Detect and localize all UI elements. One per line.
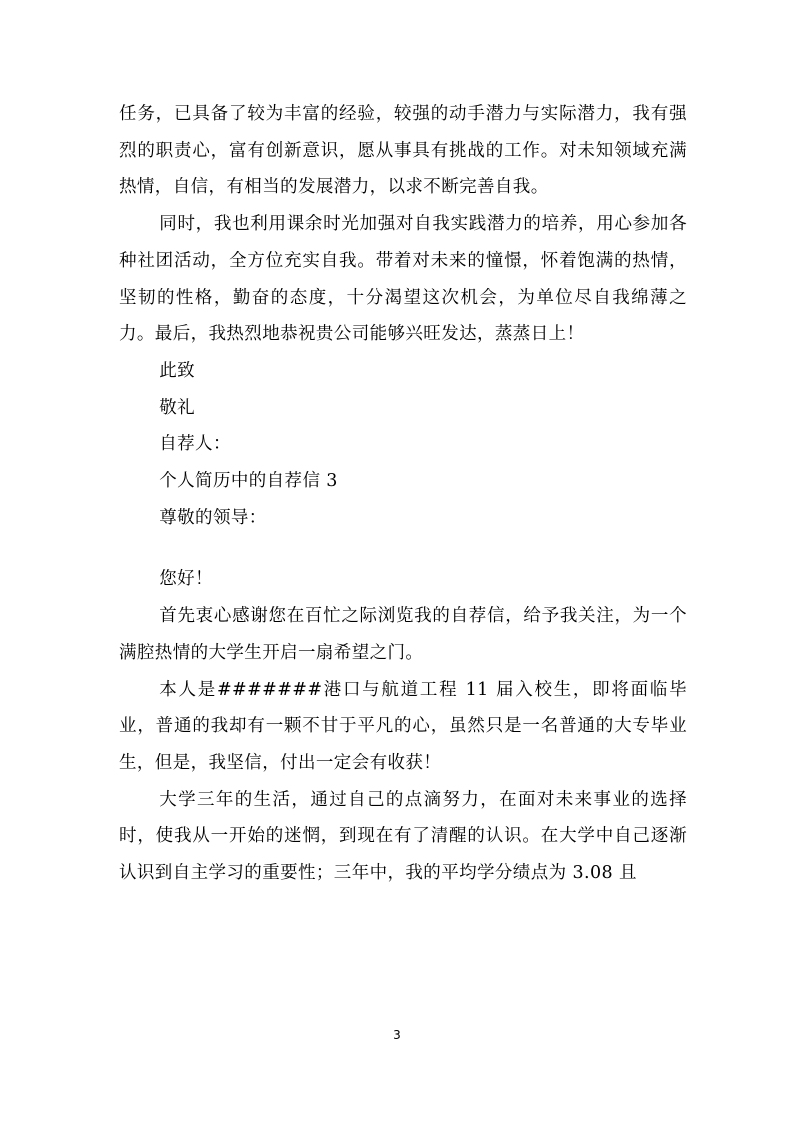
signature-line: 自荐人： bbox=[159, 434, 231, 455]
paragraph-thanks: 首先衷心感谢您在百忙之际浏览我的自荐信，给予我关注，为一个满腔热情的大学生开启一扇希望之门。 bbox=[119, 606, 687, 663]
paragraph-practice: 同时，我也利用课余时光加强对自我实践潜力的培养，用心参加各种社团活动，全方位充实自我。带着对未来的憧憬，怀着饱满的热情，坚韧的性格，勤奋的态度，十分渴望这次机会，为单位尽自我绵薄之力。最后，我热烈地恭祝贵公司能够兴旺发达，蒸蒸日上！ bbox=[119, 214, 687, 345]
greeting-recipient: 尊敬的领导： bbox=[159, 507, 267, 528]
closing-regards: 敬礼 bbox=[159, 397, 196, 418]
paragraph-college-life: 大学三年的生活，通过自己的点滴努力，在面对未来事业的选择时，使我从一开始的迷惘，到现在有了清醒的认识。在大学中自己逐渐认识到自主学习的重要性；三年中，我的平均学分绩点为 3.08 且 bbox=[119, 789, 687, 884]
paragraph-introduction: 本人是#######港口与航道工程 11 届入校生，即将面临毕业，普通的我却有一颗不甘于平凡的心，虽然只是一名普通的大专毕业生，但是，我坚信，付出一定会有收获！ bbox=[119, 679, 687, 773]
closing-salutation: 此致 bbox=[159, 360, 196, 381]
page-number: 3 bbox=[393, 1028, 401, 1042]
paragraph-continuation: 任务，已具备了较为丰富的经验，较强的动手潜力与实际潜力，我有强烈的职责心，富有创新意识，愿从事具有挑战的工作。对未知领域充满热情，自信，有相当的发展潜力，以求不断完善自我。 bbox=[119, 104, 687, 198]
letter-body bbox=[119, 96, 687, 892]
greeting-hello: 您好！ bbox=[159, 569, 213, 590]
section-title: 个人简历中的自荐信 3 bbox=[159, 471, 338, 492]
